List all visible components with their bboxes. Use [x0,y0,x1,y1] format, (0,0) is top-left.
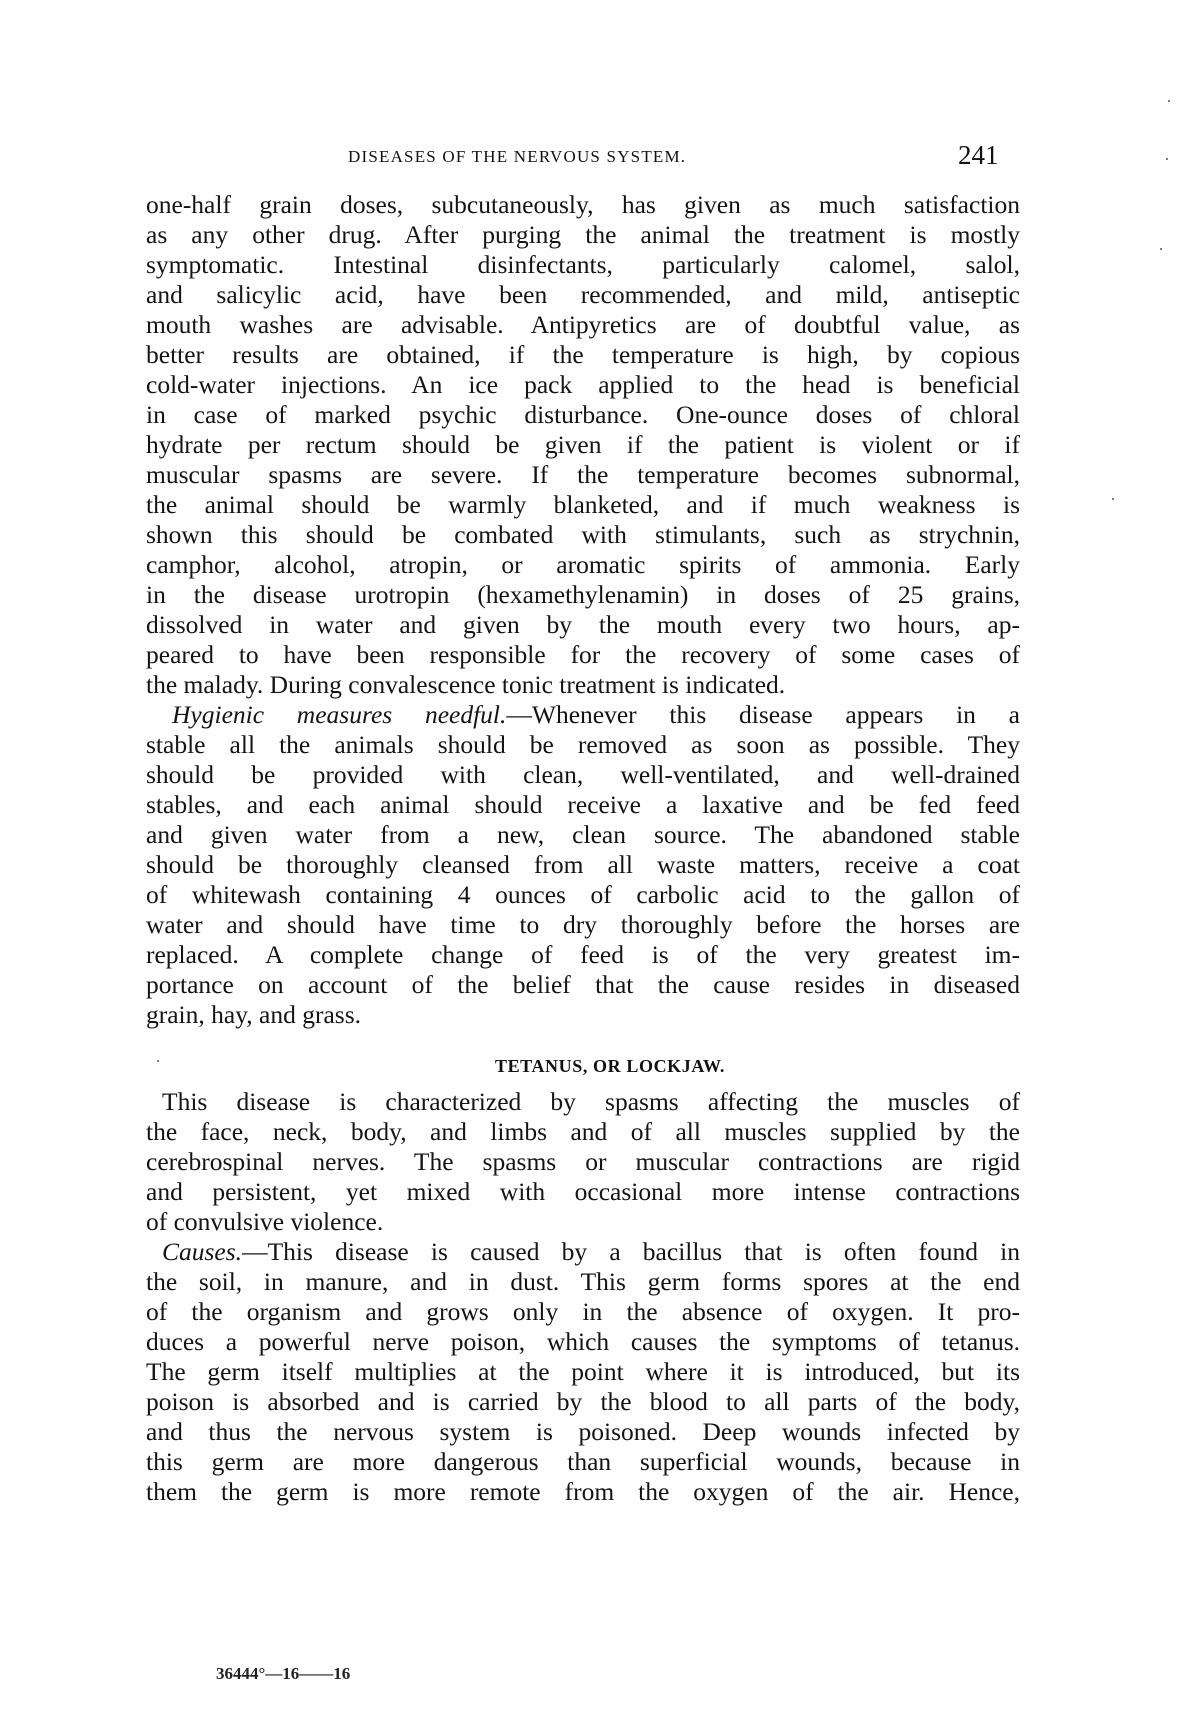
text-line: and persistent, yet mixed with occasional more intense contractions [146,1177,1020,1206]
text-line: shown this should be combated with stimulants, such as strychnin, [146,520,1020,549]
scan-speck [1168,100,1170,102]
text-line: duces a powerful nerve poison, which causes the symptoms of tetanus. [146,1327,1020,1356]
text-line: better results are obtained, if the temperature is high, by copious [146,340,1020,369]
text-line: and given water from a new, clean source. The abandoned stable [146,820,1020,849]
text-line: water and should have time to dry thoroughly before the horses are [146,910,1020,939]
text-line: in the disease urotropin (hexamethylenamin) in doses of 25 grains, [146,580,1020,609]
section-heading [0,1056,1200,1077]
text-line: stable all the animals should be removed as soon as possible. They [146,730,1020,759]
running-head-title: DISEASES OF THE NERVOUS SYSTEM. [348,147,687,166]
text-line: poison is absorbed and is carried by the blood to all parts of the body, [146,1387,1020,1416]
text-line: dissolved in water and given by the mouth every two hours, ap- [146,610,1020,639]
text-line: cold-water injections. An ice pack applied to the head is beneficial [146,370,1020,399]
text-line: stables, and each animal should receive a laxative and be fed feed [146,790,1020,819]
text-line: camphor, alcohol, atropin, or aromatic spirits of ammonia. Early [146,550,1020,579]
text-line: mouth washes are advisable. Antipyretics are of doubtful value, as [146,310,1020,339]
scan-speck [1160,248,1162,250]
text-run: —Whenever this disease appears in a [506,700,1020,729]
text-line: of convulsive violence. [146,1207,384,1236]
text-line: of the organism and grows only in the absence of oxygen. It pro- [146,1297,1020,1326]
text-line: should be thoroughly cleansed from all waste matters, receive a coat [146,850,1020,879]
text-line: should be provided with clean, well-ventilated, and well-drained [146,760,1020,789]
text-line: peared to have been responsible for the recovery of some cases of [146,640,1020,669]
text-run: —This disease is caused by a bacillus that is often found in [242,1237,1020,1266]
text-line: in case of marked psychic disturbance. One-ounce doses of chloral [146,400,1020,429]
italic-run-in-heading: Hygienic measures needful. [172,700,507,729]
text-line: This disease is characterized by spasms affecting the muscles of [162,1087,1020,1116]
text-line: replaced. A complete change of feed is of the very greatest im- [146,940,1020,969]
scan-speck [1166,158,1168,160]
text-line: of whitewash containing 4 ounces of carbolic acid to the gallon of [146,880,1020,909]
text-line: and thus the nervous system is poisoned. Deep wounds infected by [146,1417,1020,1446]
text-line: symptomatic. Intestinal disinfectants, particularly calomel, salol, [146,250,1020,279]
text-line: and salicylic acid, have been recommended, and mild, antiseptic [146,280,1020,309]
text-line: the animal should be warmly blanketed, and if much weakness is [146,490,1020,519]
text-line: the malady. During convalescence tonic treatment is indicated. [146,670,786,699]
text-line: grain, hay, and grass. [146,1000,362,1029]
text-line: muscular spasms are severe. If the temperature becomes subnormal, [146,460,1020,489]
printer-signature-mark: 36444°—16——16 [216,1664,351,1683]
text-line: them the germ is more remote from the oxygen of the air. Hence, [146,1477,1020,1506]
scan-speck [157,1060,159,1062]
text-line: the face, neck, body, and limbs and of all muscles supplied by the [146,1117,1020,1146]
text-line: cerebrospinal nerves. The spasms or muscular contractions are rigid [146,1147,1020,1176]
page-number: 241 [958,140,999,170]
text-line [172,700,1020,730]
text-line: one-half grain doses, subcutaneously, has given as much satisfaction [146,190,1020,219]
text-line: portance on account of the belief that the cause resides in diseased [146,970,1020,999]
text-line: hydrate per rectum should be given if the patient is violent or if [146,430,1020,459]
scan-speck [1112,498,1114,500]
text-line [162,1237,1020,1267]
text-line: the soil, in manure, and in dust. This germ forms spores at the end [146,1267,1020,1296]
section-heading-text: TETANUS, OR LOCKJAW. [494,1056,726,1076]
text-line: The germ itself multiplies at the point where it is introduced, but its [146,1357,1020,1386]
italic-run-in-heading: Causes. [162,1237,243,1266]
text-line: this germ are more dangerous than superficial wounds, because in [146,1447,1020,1476]
text-line: as any other drug. After purging the animal the treatment is mostly [146,220,1020,249]
